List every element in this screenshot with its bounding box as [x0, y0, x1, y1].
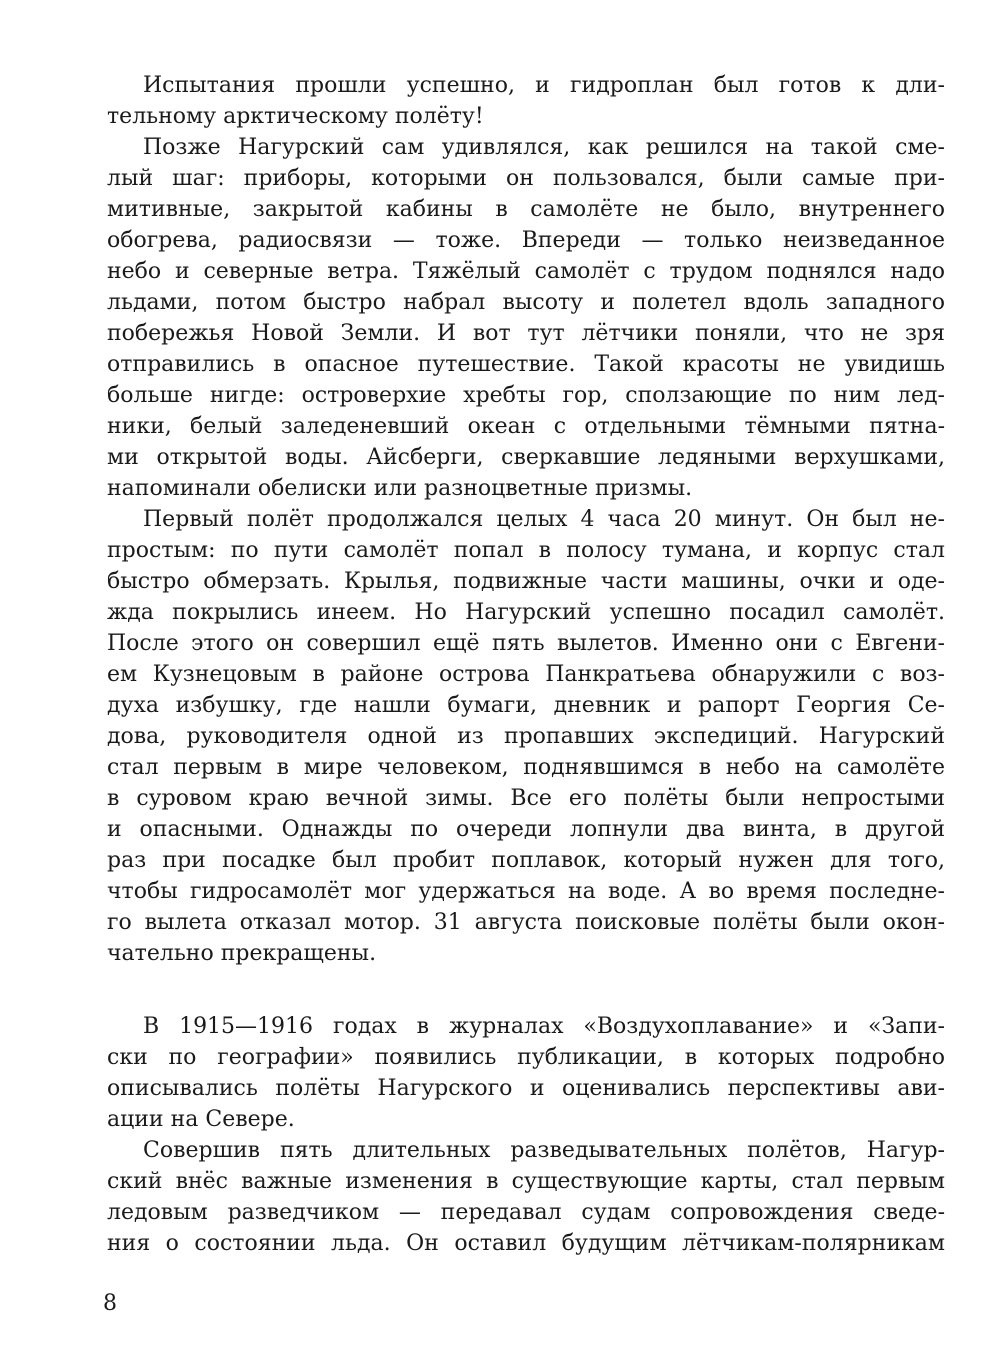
text-line: и опасными. Однажды по очереди лопнули два винта, в другой	[107, 817, 945, 842]
text-line: ники, белый заледеневший океан с отдельными тёмными пятна-	[107, 414, 945, 439]
paragraph-3	[107, 504, 945, 969]
text-line: жда покрылись инеем. Но Нагурский успешно посадил самолёт.	[107, 600, 945, 625]
text-line: го вылета отказал мотор. 31 августа поисковые полёты были окон-	[107, 910, 945, 935]
paragraph-5	[107, 1135, 945, 1259]
paragraph-1	[107, 70, 945, 132]
text-line: ации на Севере.	[107, 1107, 295, 1132]
text-line: быстро обмерзать. Крылья, подвижные части машины, очки и оде-	[107, 569, 945, 594]
page-body	[107, 70, 945, 1259]
text-line: Первый полёт продолжался целых 4 часа 20 минут. Он был не-	[143, 507, 945, 532]
text-line: ми открытой воды. Айсберги, сверкавшие ледяными верхушками,	[107, 445, 945, 470]
text-line: чтобы гидросамолёт мог удержаться на воде. А во время последне-	[107, 879, 945, 904]
text-line: дова, руководителя одной из пропавших экспедиций. Нагурский	[107, 724, 945, 749]
text-line: ский внёс важные изменения в существующие карты, стал первым	[107, 1169, 945, 1194]
text-line: Совершив пять длительных разведывательных полётов, Нагур-	[143, 1138, 945, 1163]
page-number: 8	[103, 1291, 117, 1316]
text-line: чательно прекращены.	[107, 941, 377, 966]
text-line: духа избушку, где нашли бумаги, дневник и рапорт Георгия Се-	[107, 693, 945, 718]
text-line: В 1915—1916 годах в журналах «Воздухоплавание» и «Запи-	[143, 1014, 945, 1039]
text-line: Позже Нагурский сам удивлялся, как решился на такой сме-	[143, 135, 945, 160]
text-line: напоминали обелиски или разноцветные призмы.	[107, 476, 693, 501]
text-line: льдами, потом быстро набрал высоту и полетел вдоль западного	[107, 290, 945, 315]
text-line: ледовым разведчиком — передавал судам сопровождения сведе-	[107, 1200, 945, 1225]
text-line: простым: по пути самолёт попал в полосу тумана, и корпус стал	[107, 538, 945, 563]
text-line: ски по географии» появились публикации, в которых подробно	[107, 1045, 945, 1070]
text-line: больше нигде: островерхие хребты гор, сползающие по ним лед-	[107, 383, 945, 408]
text-line: митивные, закрытой кабины в самолёте не было, внутреннего	[107, 197, 945, 222]
text-line: ния о состоянии льда. Он оставил будущим лётчикам-полярникам	[107, 1231, 945, 1256]
section-gap	[107, 969, 945, 1011]
text-line: тельному арктическому полёту!	[107, 104, 484, 129]
text-line: лый шаг: приборы, которыми он пользовался, были самые при-	[107, 166, 945, 191]
text-line: побережья Новой Земли. И вот тут лётчики поняли, что не зря	[107, 321, 945, 346]
text-line: обогрева, радиосвязи — тоже. Впереди — только неизведанное	[107, 228, 945, 253]
text-line: описывались полёты Нагурского и оценивались перспективы ави-	[107, 1076, 945, 1101]
paragraph-2	[107, 132, 945, 504]
text-line: в суровом краю вечной зимы. Все его полёты были непростыми	[107, 786, 945, 811]
paragraph-4	[107, 1011, 945, 1135]
text-line: раз при посадке был пробит поплавок, который нужен для того,	[107, 848, 945, 873]
text-line: После этого он совершил ещё пять вылетов. Именно они с Евгени-	[107, 631, 945, 656]
text-line: небо и северные ветра. Тяжёлый самолёт с трудом поднялся надо	[107, 259, 945, 284]
text-line: стал первым в мире человеком, поднявшимся в небо на самолёте	[107, 755, 945, 780]
text-line: Испытания прошли успешно, и гидроплан был готов к дли-	[143, 73, 945, 98]
text-line: ем Кузнецовым в районе острова Панкратьева обнаружили с воз-	[107, 662, 945, 687]
text-line: отправились в опасное путешествие. Такой красоты не увидишь	[107, 352, 945, 377]
